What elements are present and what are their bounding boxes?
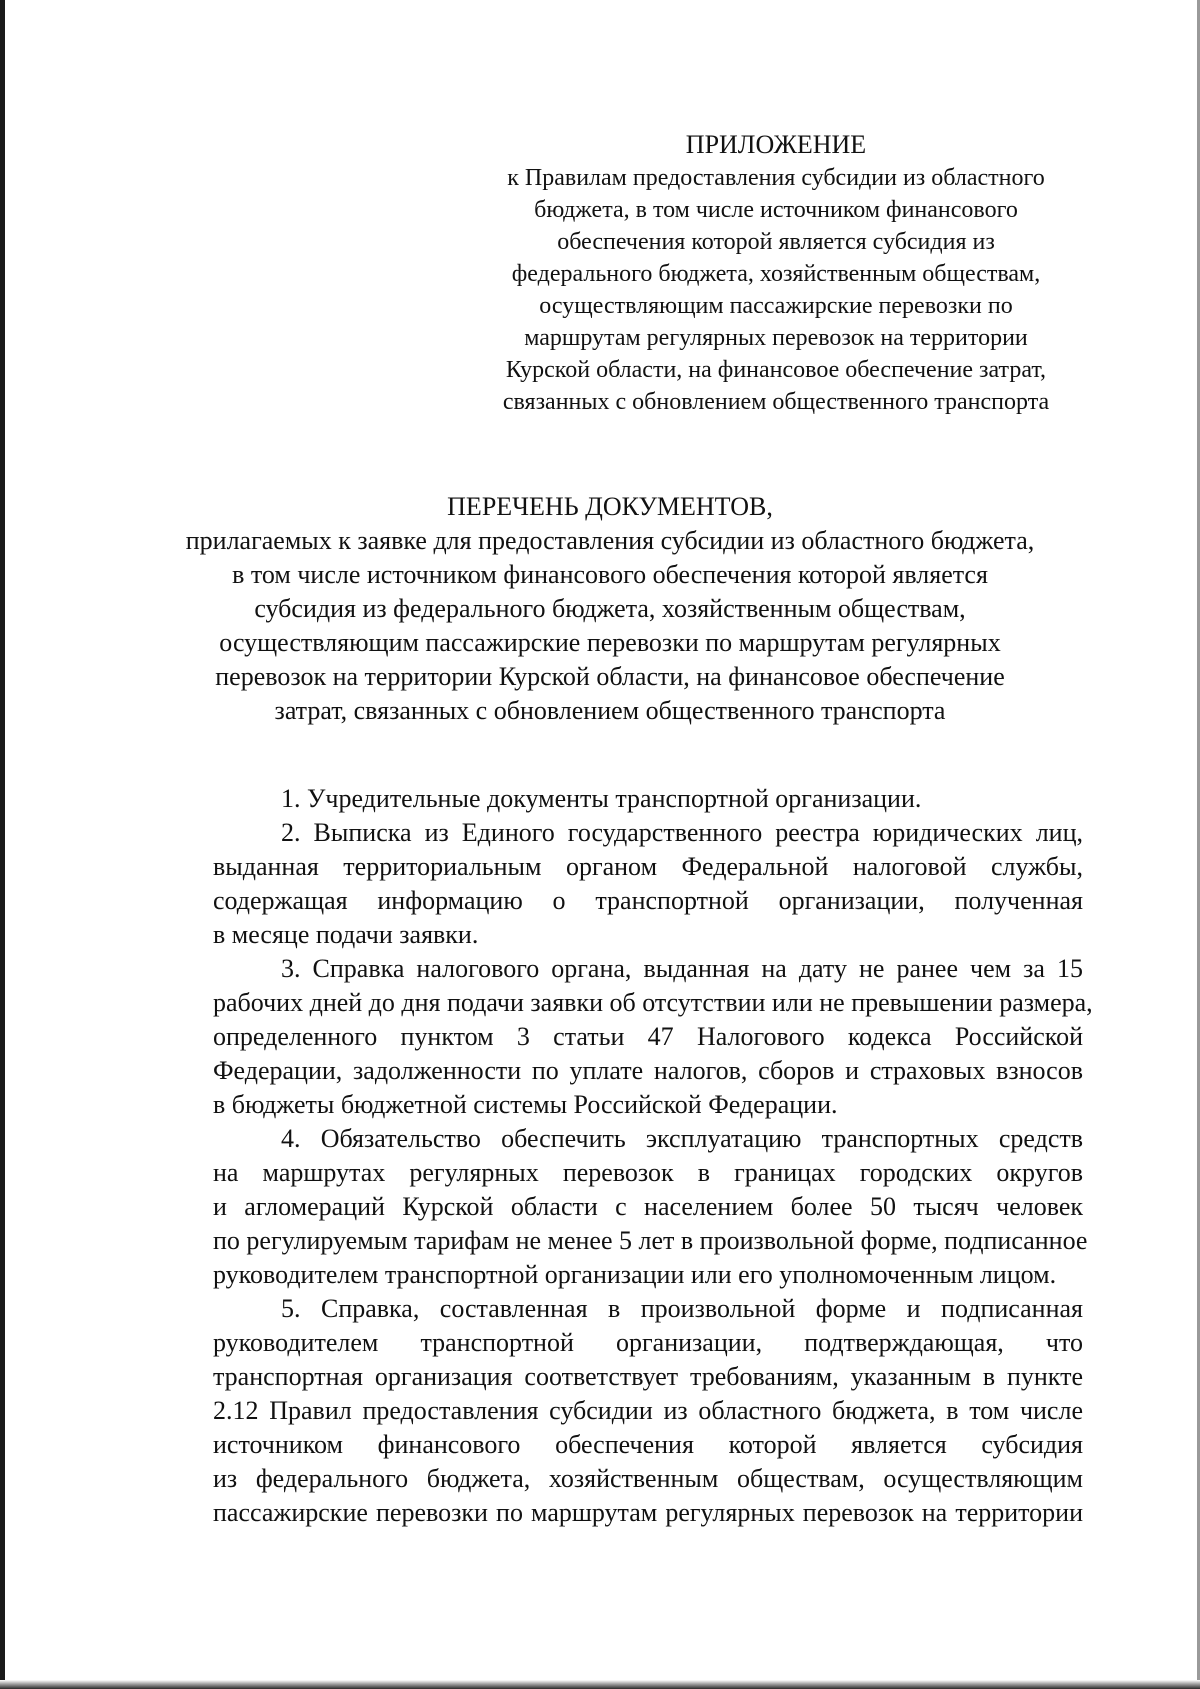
appendix-line: маршрутам регулярных перевозок на территории [524,325,1028,351]
item-line: 4. Обязательство обеспечить эксплуатацию транспортных средств [281,1124,1083,1153]
list-item-1 [145,782,1083,816]
document-list-title: ПЕРЕЧЕНЬ ДОКУМЕНТОВ, [447,492,773,521]
item-line: рабочих дней до дня подачи заявки об отсутствии или не превышении размера, [213,988,1093,1017]
item-line: выданная территориальным органом Федеральной налоговой службы, [213,852,1083,881]
item-line: источником финансового обеспечения которой является субсидия [213,1430,1083,1459]
item-line: в бюджеты бюджетной системы Российской Федерации. [213,1090,838,1119]
item-line: транспортная организация соответствует требованиям, указанным в пункте [213,1362,1083,1391]
list-item-3 [145,952,1093,1122]
document-list-subtitle-line: в том числе источником финансового обеспечения которой является [232,560,988,589]
item-line: в месяце подачи заявки. [213,920,479,949]
item-line: содержащая информацию о транспортной организации, полученная [213,886,1083,915]
appendix-block [462,128,1090,418]
appendix-line: Курской области, на финансовое обеспечение затрат, [505,357,1047,383]
appendix-line: осуществляющим пассажирские перевозки по [539,293,1013,319]
appendix-line: обеспечения которой является субсидия из [557,229,995,255]
appendix-title: ПРИЛОЖЕНИЕ [685,130,867,159]
item-line: и агломераций Курской области с населением более 50 тысяч человек [213,1192,1083,1221]
list-item-5 [145,1292,1083,1530]
item-line: руководителем транспортной организации или его уполномоченным лицом. [213,1260,1057,1289]
item-line: руководителем транспортной организации, подтверждающая, что [213,1328,1083,1357]
list-item-4 [145,1122,1088,1292]
list-item-2 [145,816,1083,952]
document-list-subtitle-line: перевозок на территории Курской области, на финансовое обеспечение [215,662,1005,691]
document-list-subtitle-line: субсидия из федерального бюджета, хозяйственным обществам, [254,594,966,623]
scan-border-left [0,0,5,1689]
item-line: из федерального бюджета, хозяйственным обществам, осуществляющим [213,1464,1083,1493]
item-line: 3. Справка налогового органа, выданная на дату не ранее чем за 15 [281,954,1083,983]
item-line: по регулируемым тарифам не менее 5 лет в произвольной форме, подписанное [213,1226,1088,1255]
scan-border-bottom [0,1680,1200,1689]
item-line: определенного пунктом 3 статьи 47 Налогового кодекса Российской [213,1022,1083,1051]
item-line: на маршрутах регулярных перевозок в границах городских округов [213,1158,1083,1187]
appendix-line: федерального бюджета, хозяйственным обществам, [511,261,1041,287]
item-line: 5. Справка, составленная в произвольной форме и подписанная [281,1294,1083,1323]
document-list-subtitle-line: затрат, связанных с обновлением общественного транспорта [274,696,946,725]
appendix-line: связанных с обновлением общественного транспорта [502,389,1050,415]
document-list-subtitle-line: прилагаемых к заявке для предоставления субсидии из областного бюджета, [185,526,1035,555]
item-line: 1. Учредительные документы транспортной организации. [281,784,922,813]
appendix-line: к Правилам предоставления субсидии из областного [507,165,1045,191]
document-items [145,782,1093,1530]
appendix-line: бюджета, в том числе источником финансового [534,197,1018,223]
item-line: 2. Выписка из Единого государственного реестра юридических лиц, [281,818,1083,847]
item-line: 2.12 Правил предоставления субсидии из областного бюджета, в том числе [213,1396,1083,1425]
document-list-subtitle-line: осуществляющим пассажирские перевозки по маршрутам регулярных [219,628,1001,657]
document-list-header [130,490,1090,728]
item-line: пассажирские перевозки по маршрутам регулярных перевозок на территории [213,1498,1083,1527]
item-line: Федерации, задолженности по уплате налогов, сборов и страховых взносов [213,1056,1083,1085]
